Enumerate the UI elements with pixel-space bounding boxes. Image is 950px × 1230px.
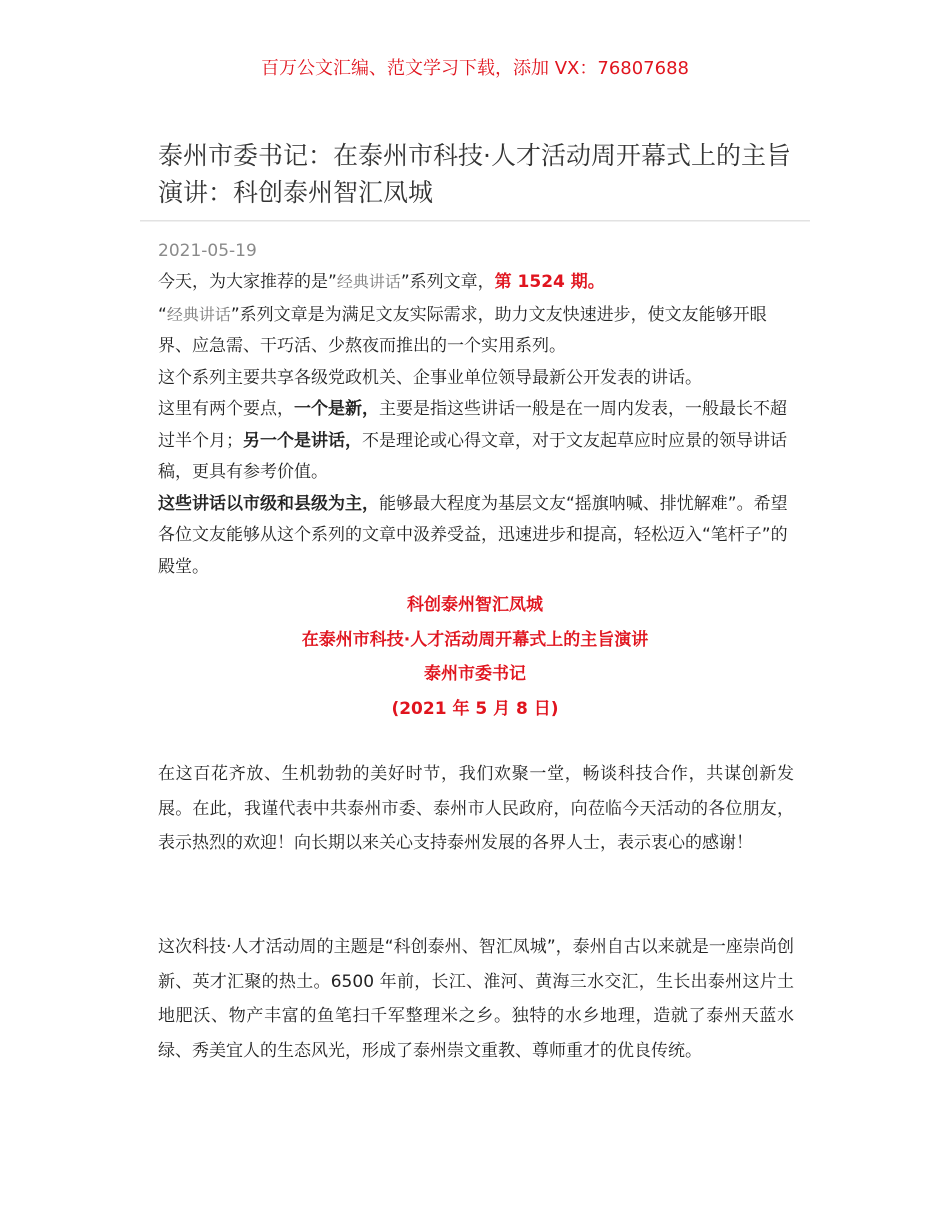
intro-text: 今天，为大家推荐的是” [158, 272, 337, 292]
issue-number: 第 1524 期。 [494, 272, 605, 292]
series-name: 经典讲话 [166, 304, 231, 324]
intro-para-5 [158, 489, 798, 584]
intro-line-1 [158, 266, 798, 299]
speech-subtitle: 在泰州市科技·人才活动周开幕式上的主旨演讲 [301, 629, 649, 650]
intro-text: 主要是指这些讲话一般是在一周内发表，一般最长不超过半个月； [158, 399, 787, 451]
series-name: 经典讲话 [336, 272, 401, 291]
intro-text: ”系列文章， [400, 272, 495, 292]
body-paragraph: 这次科技·人才活动周的主题是“科创泰州、智汇凤城”，泰州自古以来就是一座崇尚创新、英才汇聚的热土。6500 年前，长江、淮河、黄海三水交汇，生长出泰州这片土地肥沃、物产丰富的鱼笔扫千军整理米之乡。独特的水乡地理，造就了泰州天蓝水绿、秀美宜人的生态风光，形成了泰州崇文重教、尊师重才的优良传统。 [158, 937, 794, 1061]
body-paragraph: 在这百花齐放、生机勃勃的美好时节，我们欢聚一堂，畅谈科技合作，共谋创新发展。在此，我谨代表中共泰州市委、泰州市人民政府，向莅临今天活动的各位朋友，表示热烈的欢迎！向长期以来关心支持泰州发展的各界人士，表示衷心的感谢！ [158, 764, 794, 853]
article-title: 泰州市委书记：在泰州市科技·人才活动周开幕式上的主旨演讲：科创泰州智汇凤城 [158, 141, 791, 207]
key-point-1: 一个是新， [294, 399, 379, 419]
key-point-2: 另一个是讲话， [243, 430, 362, 451]
intro-text: 这里有两个要点， [158, 399, 294, 419]
intro-text: 能够最大程度为基层文友“摇旗呐喊、排忧解难”。希望各位文友能够从这个系列的文章中汲养受益，迅速进步和提高，轻松迈入“笔杆子”的殿堂。 [158, 493, 788, 577]
key-point-3: 这些讲话以市级和县级为主， [158, 493, 379, 514]
intro-para-3: 这个系列主要共享各级党政机关、企事业单位领导最新公开发表的讲话。 [158, 367, 702, 388]
intro-text: ”系列文章是为满足文友实际需求，助力文友快速进步，使文友能够开眼界、应急需、干巧活、少熬夜而推出的一个实用系列。 [158, 304, 767, 356]
intro-section [158, 266, 798, 583]
intro-para-4 [158, 394, 798, 489]
publish-date: 2021-05-19 [158, 241, 257, 261]
intro-para-2 [158, 299, 798, 363]
promo-banner: 百万公文汇编、范文学习下载，添加 VX：76807688 [261, 58, 689, 79]
speech-date: (2021 年 5 月 8 日) [391, 698, 559, 719]
title-divider [140, 220, 810, 222]
speech-header [158, 588, 792, 726]
intro-text: “ [158, 304, 167, 325]
speech-title: 科创泰州智汇凤城 [407, 595, 543, 615]
intro-text: 不是理论或心得文章，对于文友起草应时应景的领导讲话稿，更具有参考价值。 [158, 430, 787, 482]
speech-speaker: 泰州市委书记 [424, 664, 526, 684]
